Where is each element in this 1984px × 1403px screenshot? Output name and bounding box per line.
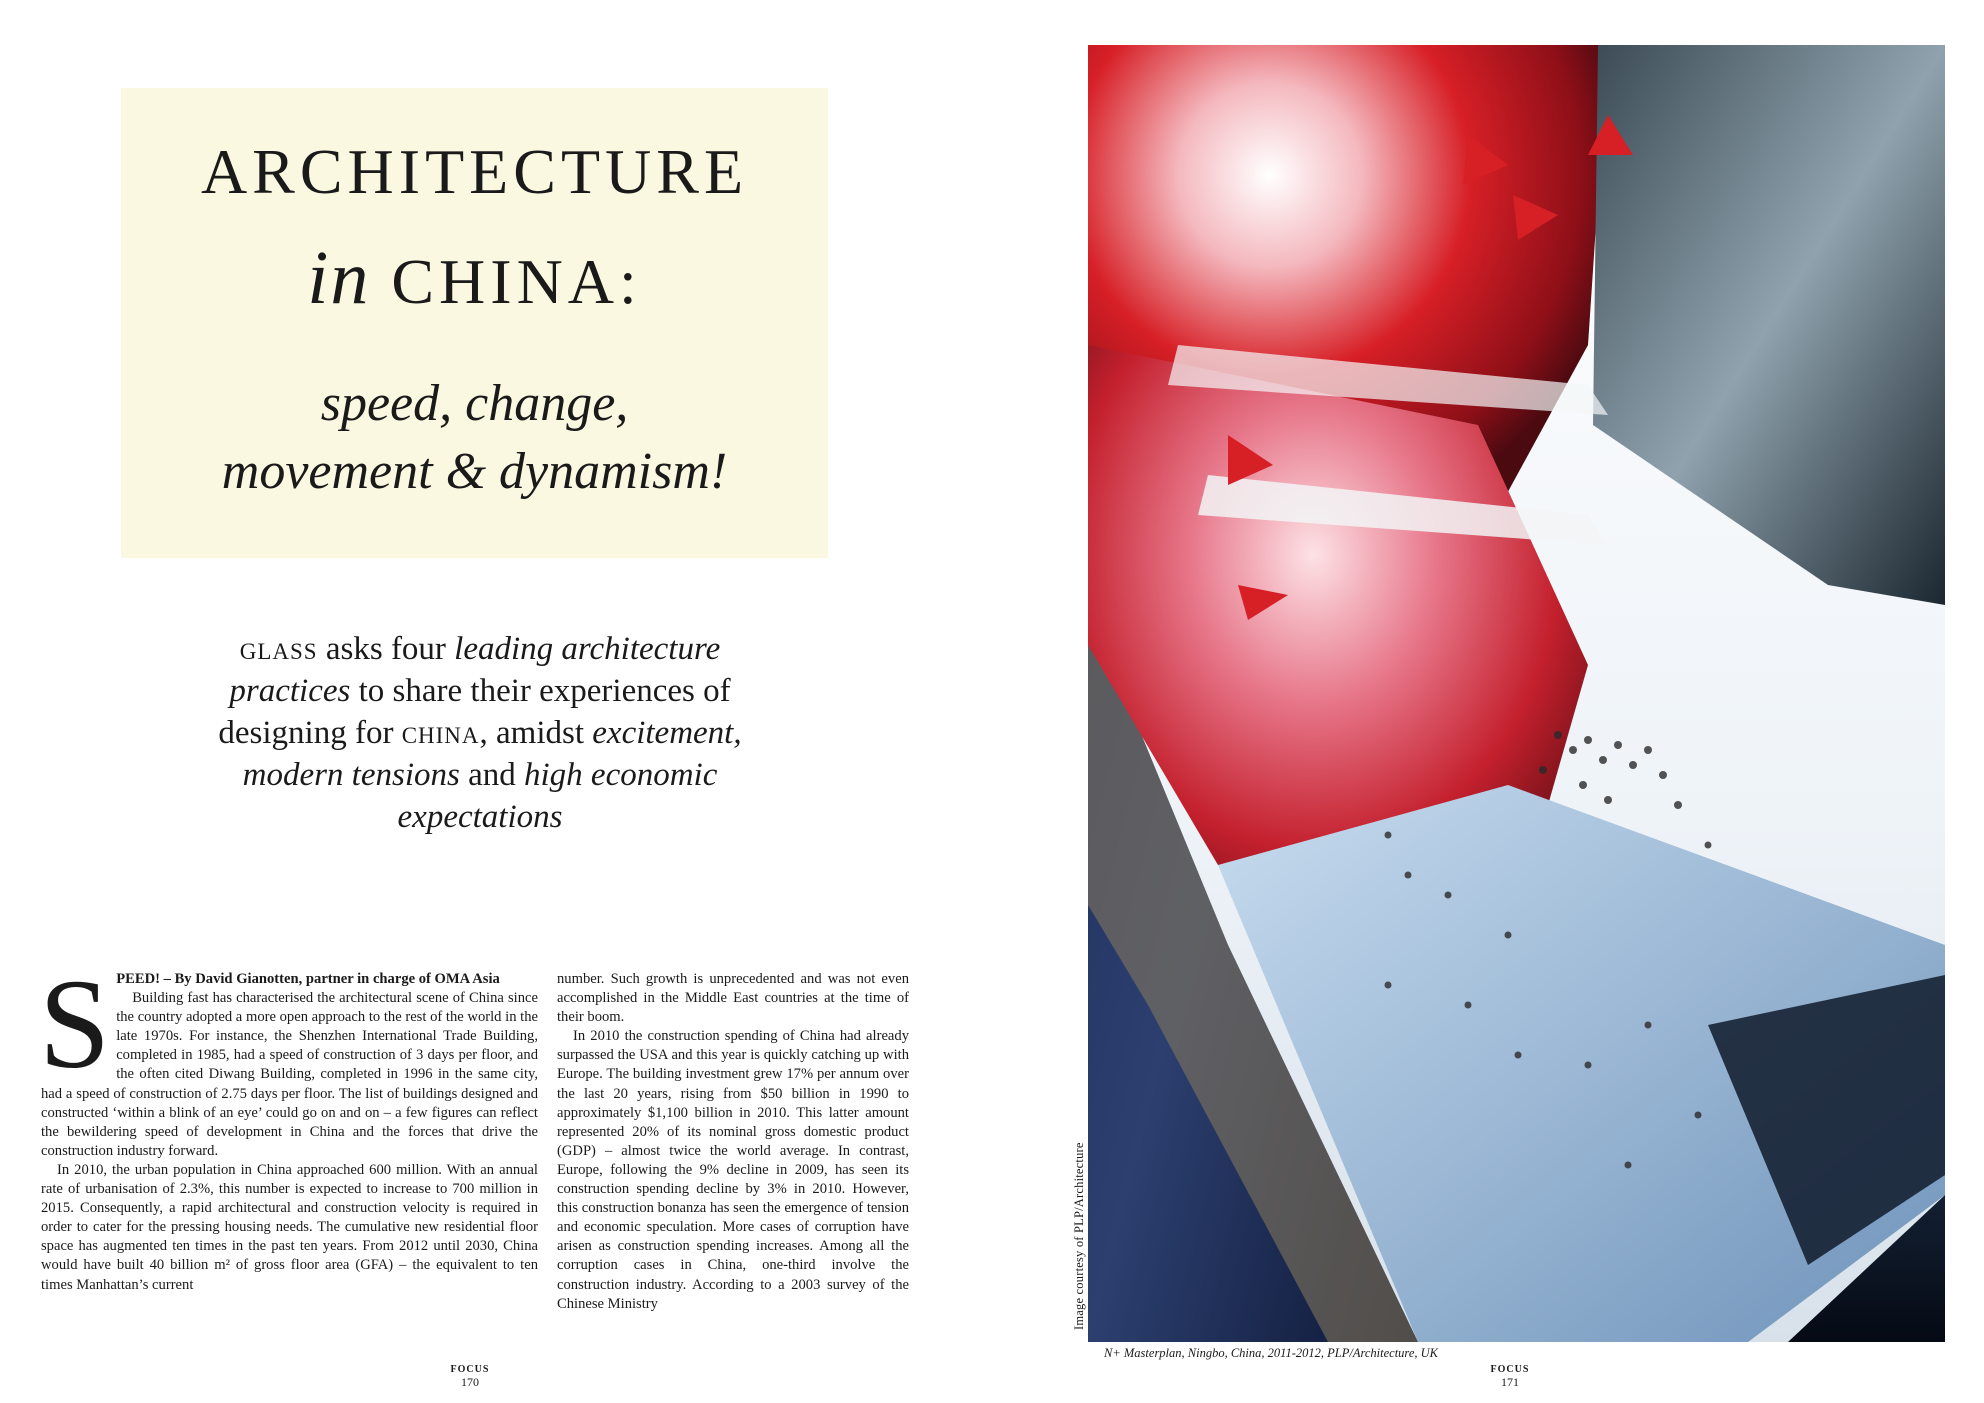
subtitle-line-2: movement & dynamism! bbox=[221, 443, 728, 500]
photo-illustration bbox=[1088, 45, 1945, 1342]
subtitle-line-1: speed, change, bbox=[320, 375, 629, 432]
intro-country: china bbox=[401, 715, 480, 751]
folio-right-label: FOCUS bbox=[1490, 1364, 1530, 1375]
subtitle bbox=[121, 370, 828, 506]
intro-text-3: , amidst bbox=[479, 715, 593, 751]
folio-right-page: 171 bbox=[1501, 1375, 1519, 1389]
paragraph-1: Building fast has characterised the architectural scene of China since the country adopted a more open approach to the rest of the world in the late 1970s. For instance, the Shenzhen International Trade Building, completed in 1985, had a speed of construction of 3 days per floor, and the often cited Diwang Building, completed in 1996 in the same city, had a speed of construction of 2.75 days per floor. The list of buildings designed and constructed ‘within a blink of an eye’ could go on and on – a few figures can reflect the bewildering speed of development in China and the forces that drive the construction industry forward. bbox=[41, 990, 538, 1159]
title-china: CHINA: bbox=[391, 246, 642, 317]
drop-cap: S bbox=[39, 953, 111, 1095]
article-column-2 bbox=[557, 970, 909, 1314]
paragraph-3: number. Such growth is unprecedented and was not even accomplished in the Middle East countries at the time of their boom. bbox=[557, 971, 909, 1026]
title-line-2 bbox=[121, 236, 828, 320]
article-column-1 bbox=[39, 953, 538, 1295]
byline: PEED! – By David Gianotten, partner in charge of OMA Asia bbox=[116, 971, 500, 987]
paragraph-2: In 2010, the urban population in China approached 600 million. With an annual rate of urbanisation of 2.3%, this number is expected to increase to 700 million in 2015. Consequently, a rapid architectural and construction velocity is required in order to cater for the pressing housing needs. The cumulative new residential floor space has augmented ten times in the past ten years. From 2012 until 2030, China would have built 40 billion m² of gross floor area (GFA) – the equivalent to ten times Manhattan’s current bbox=[41, 1161, 538, 1293]
title-line-1: ARCHITECTURE bbox=[200, 136, 749, 207]
title-in: in bbox=[307, 236, 371, 320]
intro-italic-3: high economic expectations bbox=[397, 757, 718, 835]
intro-italic-1: leading architecture practices bbox=[229, 631, 721, 709]
folio-left-label: FOCUS bbox=[450, 1364, 490, 1375]
title-box bbox=[121, 88, 828, 558]
image-caption: N+ Masterplan, Ningbo, China, 2011-2012, PLP/Architecture, UK bbox=[1104, 1346, 1438, 1360]
folio-right bbox=[1480, 1363, 1540, 1389]
folio-left-page: 170 bbox=[461, 1375, 479, 1389]
folio-left bbox=[440, 1363, 500, 1389]
paragraph-4: In 2010 the construction spending of China had already surpassed the USA and this year is quickly catching up with Europe. The building investment grew 17% per annum over the last 20 years, rising from $50 billion in 1990 to approximately $1,100 billion in 2010. This latter amount represented 20% of its nominal gross domestic product (GDP) – almost twice the world average. In contrast, Europe, following the 9% decline in 2009, has seen its construction spending decline by 3% in 2010. However, this construction bonanza has seen the emergence of tension and economic speculation. More cases of corruption have arisen as construction spending increases. Among all the corruption cases in China, one-third involve the construction industry. According to a 2003 survey of the Chinese Ministry bbox=[557, 1028, 909, 1312]
intro-text-4: and bbox=[459, 757, 525, 793]
intro-magazine: glass bbox=[239, 631, 318, 667]
feature-photo bbox=[1088, 45, 1945, 1342]
intro-standfirst bbox=[210, 628, 750, 838]
intro-text-1: asks four bbox=[317, 631, 455, 667]
image-credit: Image courtesy of PLP/Architecture bbox=[1072, 1142, 1086, 1330]
intro-italic-2: excitement, modern tensions bbox=[242, 715, 742, 793]
intro-text-2: to share their experiences of designing for bbox=[218, 673, 731, 751]
